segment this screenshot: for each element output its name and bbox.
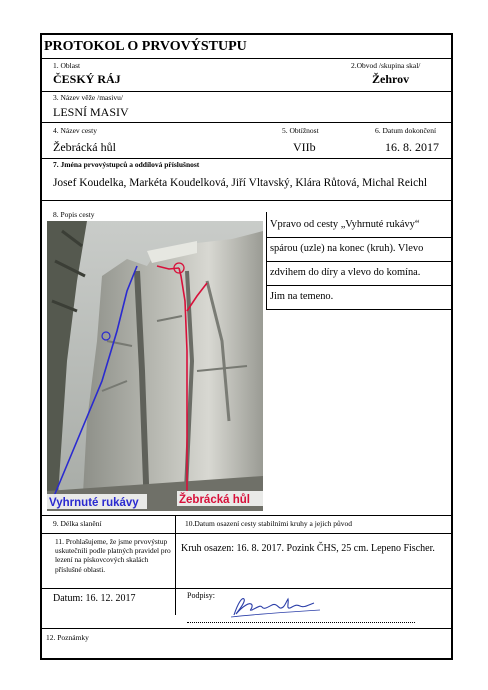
cesta-value: Žebrácká hůl — [53, 140, 116, 154]
obtiznost-value: VIIb — [293, 140, 316, 154]
signature-line — [187, 622, 415, 623]
obvod-label: 2.Obvod /skupina skal/ — [351, 61, 421, 70]
datum-text: Datum: 16. 12. 2017 — [53, 593, 136, 604]
kruhy-label: 10.Datum osazení cesty stabilními kruhy a jejich původ — [185, 519, 353, 528]
obvod-value: Žehrov — [372, 72, 410, 86]
route-right-label: Žebrácká hůl — [179, 494, 250, 506]
vez-value: LESNÍ MASIV — [53, 105, 129, 119]
oblast-label: 1. Oblast — [53, 61, 81, 70]
slaneni-value: -------- — [82, 528, 102, 537]
podpisy-label: Podpisy: — [187, 591, 216, 600]
poznamky-label: 12. Poznámky — [46, 633, 89, 642]
vez-label: 3. Název věže /masivu/ — [53, 93, 123, 102]
cesta-label: 4. Název cesty — [53, 126, 97, 135]
slaneni-label: 9. Délka slanění — [53, 519, 102, 528]
prvovystupci-label: 7. Jména prvovýstupců a oddílová příslušnost — [53, 160, 200, 169]
route-left-label: Vyhrnuté rukávy — [49, 497, 139, 509]
form-title: PROTOKOL O PRVOVÝSTUPU — [44, 39, 247, 54]
prohlaseni-text: 11. Prohlašujeme, že jsme prvovýstup uskutečnili podle platných pravidel pro lezení na pískovcových skalách příslušné oblasti. — [55, 537, 171, 574]
route-photo-svg — [47, 221, 263, 511]
oblast-value: ČESKÝ RÁJ — [53, 72, 121, 86]
prvovystupci-value: Josef Koudelka, Markéta Koudelková, Jiří Vltavský, Klára Růtová, Michal Reichl — [53, 177, 428, 189]
popis-label: 8. Popis cesty — [53, 210, 95, 219]
signature — [228, 593, 323, 621]
datum-dokonceni-value: 16. 8. 2017 — [385, 140, 439, 154]
route-photo — [47, 221, 263, 511]
popis-line-2: spárou (uzle) na konec (kruh). Vlevo — [270, 243, 424, 254]
obtiznost-label: 5. Obtížnost — [282, 126, 319, 135]
popis-line-4: Jim na temeno. — [270, 291, 334, 302]
datum-dokonceni-label: 6. Datum dokončení — [375, 126, 437, 135]
popis-line-3: zdvihem do díry a vlevo do komína. — [270, 267, 421, 278]
popis-line-1: Vpravo od cesty „Vyhrnuté rukávy“ — [270, 219, 420, 230]
kruh-osazen-text: Kruh osazen: 16. 8. 2017. Pozink ČHS, 25 cm. Lepeno Fischer. — [181, 543, 435, 554]
